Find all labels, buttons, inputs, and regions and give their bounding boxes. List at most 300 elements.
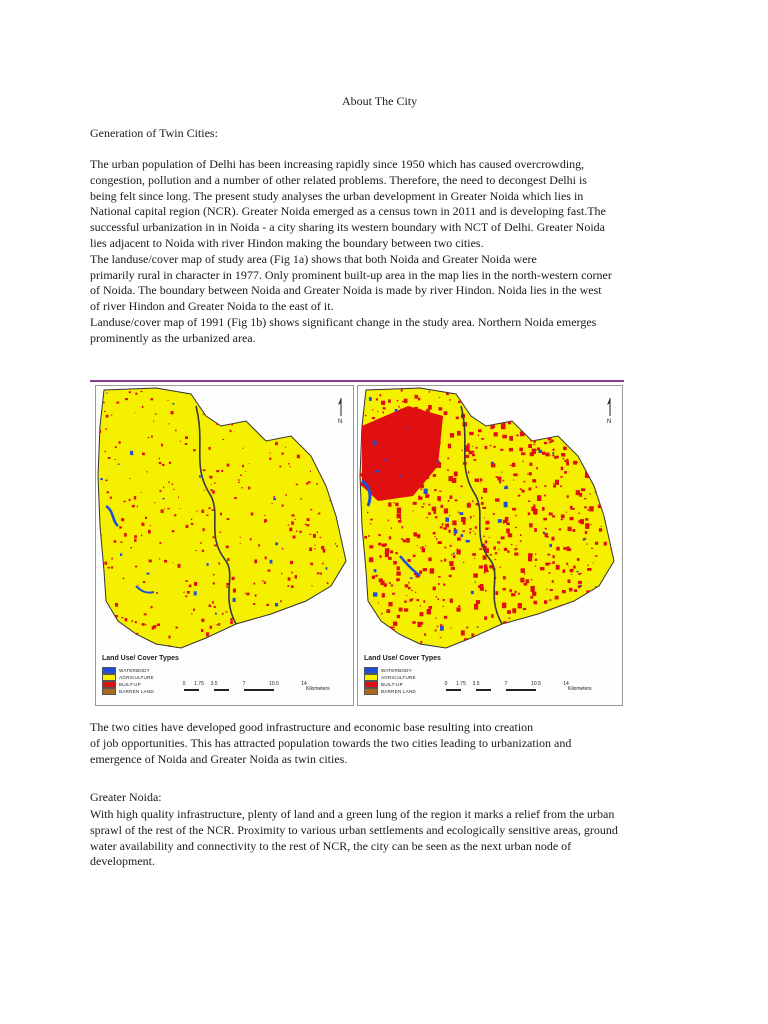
map-speckle [608,462,610,464]
map-speckle [348,463,351,465]
map-speckle [450,433,454,438]
map-speckle [359,436,360,437]
map-speckle [566,414,568,416]
map-speckle [504,548,508,551]
map-speckle [528,553,533,557]
map-speckle [458,605,460,607]
map-speckle [313,633,315,635]
map-speckle [137,506,138,508]
map-speckle [384,585,385,586]
map-speckle [454,534,456,536]
map-speckle [435,516,438,518]
map-speckle [385,450,387,451]
map-speckle [122,647,124,649]
map-speckle [290,466,291,467]
map-speckle [555,430,556,431]
map-speckle [351,453,353,456]
map-speckle [509,589,511,592]
map-speckle [475,533,476,534]
map-speckle [503,624,507,627]
map-speckle [420,547,421,549]
map-speckle [397,447,401,452]
map-speckle [346,627,348,629]
map-speckle [599,630,600,631]
map-speckle [145,624,146,625]
map-speckle [441,505,444,508]
map-speckle [448,394,450,395]
map-speckle [142,406,144,408]
map-speckle [507,610,511,614]
map-speckle [362,620,364,622]
text-line: National capital region (NCR). Greater Noida emerged as a census town in 2011 and is developing fast.The [90,204,606,219]
map-speckle [438,432,442,435]
map-speckle [317,572,320,574]
map-speckle [509,436,513,441]
map-speckle [573,529,576,532]
svg-text:N: N [338,419,343,424]
map-speckle [570,569,574,572]
map-speckle [585,463,589,468]
map-speckle [552,632,554,634]
map-speckle [485,528,488,531]
map-speckle [451,554,452,555]
map-speckle [600,611,603,613]
map-speckle [273,498,276,501]
map-speckle [600,403,604,408]
map-speckle [257,417,258,418]
map-speckle [367,512,369,514]
map-speckle [308,432,309,433]
map-speckle [512,508,516,511]
map-speckle [426,517,428,518]
map-speckle [430,454,433,456]
legend-item-waterbody [364,667,416,674]
map-speckle [155,413,156,415]
map-speckle [590,475,591,476]
map-speckle [560,476,562,478]
map-speckle [515,634,520,639]
map-speckle [174,514,176,516]
map-speckle [593,648,594,650]
map-speckle [197,396,199,399]
map-speckle [584,498,586,499]
map-speckle [345,477,347,480]
map-speckle [364,536,367,539]
map-speckle [604,647,606,648]
map-speckle [520,578,524,583]
map-speckle [495,498,500,501]
map-speckle [429,495,430,496]
map-speckle [254,559,257,563]
map-speckle [515,624,517,626]
map-speckle [415,432,417,435]
legend-swatch [102,688,116,695]
map-speckle [528,512,531,515]
map-speckle [391,462,394,466]
map-speckle [599,487,601,490]
map-speckle [348,566,349,567]
map-speckle [453,645,457,648]
map-speckle [376,617,379,619]
map-speckle [203,469,206,471]
map-speckle [501,423,506,429]
map-speckle [161,646,162,647]
map-speckle [256,389,259,392]
map-speckle [348,605,349,607]
map-speckle [145,517,147,519]
map-speckle [531,400,535,403]
map-speckle [535,514,537,515]
map-speckle [572,609,575,613]
map-speckle [210,626,213,629]
map-speckle [467,503,471,508]
map-speckle [598,505,601,509]
map-speckle [340,527,343,529]
map-speckle [404,650,406,651]
scale-tick: 3.5 [210,681,218,687]
map-speckle [233,598,236,602]
map-speckle [574,589,577,592]
map-speckle [253,603,255,605]
map-speckle [560,393,564,397]
map-speckle [597,468,600,471]
map-speckle [386,421,389,425]
map-speckle [261,408,264,411]
map-speckle [161,509,164,513]
map-speckle [503,480,505,482]
map-speckle [413,555,416,558]
map-speckle [266,604,269,606]
scale-bar [182,681,330,701]
map-speckle [406,479,407,481]
map-speckle [213,582,215,584]
map-speckle [417,534,421,538]
map-speckle [515,414,517,416]
map-speckle [553,449,555,451]
map-speckle [431,414,434,417]
map-speckle [161,444,163,447]
paragraph-infrastructure [90,720,650,767]
map-speckle [554,627,557,629]
map-speckle [386,637,390,642]
map-speckle [397,566,400,570]
map-speckle [267,642,268,644]
map-speckle [255,594,257,596]
map-speckle [115,459,116,460]
map-speckle [561,519,563,521]
map-speckle [614,484,616,485]
map-speckle [107,638,109,640]
map-speckle [427,609,432,614]
map-speckle [530,452,534,456]
map-speckle [604,470,605,471]
map-speckle [397,508,401,514]
map-speckle [313,534,316,538]
map-speckle [176,627,178,629]
map-speckle [608,461,611,463]
map-speckle [382,593,385,597]
map-speckle [209,476,212,479]
map-speckle [352,435,353,437]
map-speckle [513,480,514,481]
legend-swatch [102,681,116,688]
map-speckle [433,511,436,514]
map-speckle [315,412,318,415]
map-speckle [222,439,224,440]
map-speckle [143,581,145,583]
map-speckle [544,495,546,497]
map-speckle [378,534,380,536]
map-speckle [375,481,377,483]
map-speckle [360,631,365,637]
map-speckle [393,561,397,565]
map-speckle [222,613,224,615]
map-speckle [480,478,482,481]
map-speckle [564,460,566,462]
map-speckle [531,579,533,580]
map-speckle [448,500,450,502]
map-speckle [243,448,244,449]
map-speckle [563,547,567,550]
map-speckle [271,503,272,504]
map-speckle [164,508,165,509]
map-speckle [545,528,547,530]
map-speckle [587,624,590,627]
map-speckle [295,575,297,578]
map-speckle [444,547,446,549]
map-speckle [510,400,513,403]
map-speckle [519,448,523,452]
map-speckle [606,518,611,524]
map-speckle [420,484,424,488]
map-speckle [342,573,344,575]
legend-item-barren [102,688,154,695]
map-speckle [232,577,235,580]
map-speckle [600,613,603,616]
map-speckle [209,448,211,449]
map-speckle [428,466,432,472]
map-speckle [529,523,533,527]
map-speckle [280,395,282,398]
map-speckle [533,414,534,415]
map-speckle [596,410,599,415]
map-speckle [581,421,586,424]
map-speckle [410,415,414,418]
text-line: being felt since long. The present study analyses the urban development in Greater Noida which lies in [90,188,584,203]
map-speckle [432,448,434,450]
map-speckle [437,462,441,468]
map-speckle [159,462,162,464]
map-speckle [491,463,496,467]
map-speckle [485,590,487,592]
map-speckle [350,394,351,396]
map-speckle [562,650,564,651]
map-speckle [212,509,214,511]
scale-tick: 0 [182,681,186,687]
map-speckle [531,507,535,512]
map-speckle [373,592,377,596]
map-speckle [568,527,572,531]
map-speckle [534,528,537,532]
map-speckle [555,387,557,389]
map-speckle [418,622,422,627]
map-speckle [100,478,103,480]
map-speckle [550,589,553,591]
map-speckle [214,606,216,608]
map-speckle [264,519,267,522]
map-speckle [520,419,524,422]
map-speckle [480,483,481,484]
map-speckle [386,419,388,421]
map-speckle [373,441,377,446]
map-speckle [316,532,318,533]
map-speckle [369,397,372,401]
map-speckle [535,406,538,409]
map-speckle [608,625,611,628]
map-speckle [240,543,241,544]
map-speckle [570,401,574,406]
map-speckle [504,502,508,508]
map-speckle [337,491,338,492]
map-speckle [565,608,568,610]
map-speckle [434,489,437,491]
map-speckle [106,393,107,394]
map-speckle [563,458,564,460]
map-speckle [135,412,136,413]
map-speckle [515,515,516,517]
map-speckle [100,550,102,552]
map-speckle [114,540,117,543]
map-speckle [134,539,136,542]
map-speckle [388,557,392,560]
map-speckle [520,540,522,542]
map-speckle [524,573,525,575]
map-speckle [348,615,349,617]
map-speckle [410,417,414,421]
map-speckle [530,596,533,598]
map-speckle [518,495,521,497]
landuse-map-1977 [95,385,354,706]
map-speckle [551,434,554,437]
map-speckle [433,466,434,467]
map-speckle [542,507,545,511]
map-speckle [556,547,559,551]
map-speckle [291,521,294,525]
map-speckle [447,525,448,527]
map-speckle [559,528,561,530]
map-speckle [529,410,533,414]
map-speckle [521,452,525,455]
map-speckle [439,397,440,398]
map-speckle [534,436,538,439]
map-speckle [480,411,483,415]
legend-item-waterbody [102,667,154,674]
map-speckle [549,599,551,601]
map-speckle [553,395,557,398]
map-speckle [375,629,378,632]
map-speckle [544,485,546,487]
map-speckle [288,577,291,580]
map-speckle [388,602,392,606]
map-speckle [420,612,424,616]
map-speckle [288,463,290,464]
map-speckle [291,572,293,574]
map-speckle [214,641,215,642]
map-speckle [522,629,527,634]
map-speckle [209,605,212,608]
map-speckle [296,484,298,486]
map-speckle [461,535,463,537]
map-speckle [449,561,453,566]
map-speckle [111,566,113,568]
map-speckle [494,432,498,436]
map-speckle [296,634,298,636]
map-speckle [510,465,512,466]
map-speckle [420,641,422,644]
map-speckle [269,458,271,461]
map-speckle [391,527,392,529]
map-speckle [104,562,107,565]
map-speckle [552,630,553,631]
map-speckle [542,452,545,455]
map-speckle [483,488,487,493]
map-speckle [502,435,507,439]
legend-label: BUILT-UP [119,682,141,687]
map-speckle [555,480,559,485]
legend-swatch [364,674,378,681]
map-speckle [319,466,322,468]
map-speckle [537,495,541,501]
map-speckle [422,548,425,553]
map-speckle [332,464,334,466]
map-speckle [129,499,131,501]
map-speckle [225,611,227,612]
map-speckle [552,580,554,583]
map-speckle [576,490,580,495]
map-speckle [138,585,139,586]
map-speckle [393,423,394,424]
map-speckle [132,620,134,622]
map-speckle [331,446,333,448]
map-speckle [186,580,188,582]
map-speckle [220,513,222,516]
map-speckle [380,394,382,396]
map-speckle [285,406,287,409]
map-speckle [478,429,482,432]
scale-unit: Kilometers [568,686,592,692]
map-speckle [476,603,477,604]
map-speckle [398,412,400,414]
map-speckle [317,514,318,515]
map-speckle [595,586,596,587]
map-speckle [423,503,425,505]
map-speckle [247,632,248,634]
map-speckle [436,596,437,597]
map-speckle [178,564,181,568]
map-speckle [178,497,179,498]
map-speckle [460,486,462,488]
map-speckle [481,403,486,406]
map-speckle [199,475,201,478]
map-speckle [485,446,488,449]
map-speckle [544,394,546,396]
map-speckle [433,474,436,477]
map-speckle [600,483,602,485]
map-figure [358,386,622,651]
map-speckle [563,447,567,451]
map-speckle [584,396,588,399]
map-speckle [264,515,266,516]
